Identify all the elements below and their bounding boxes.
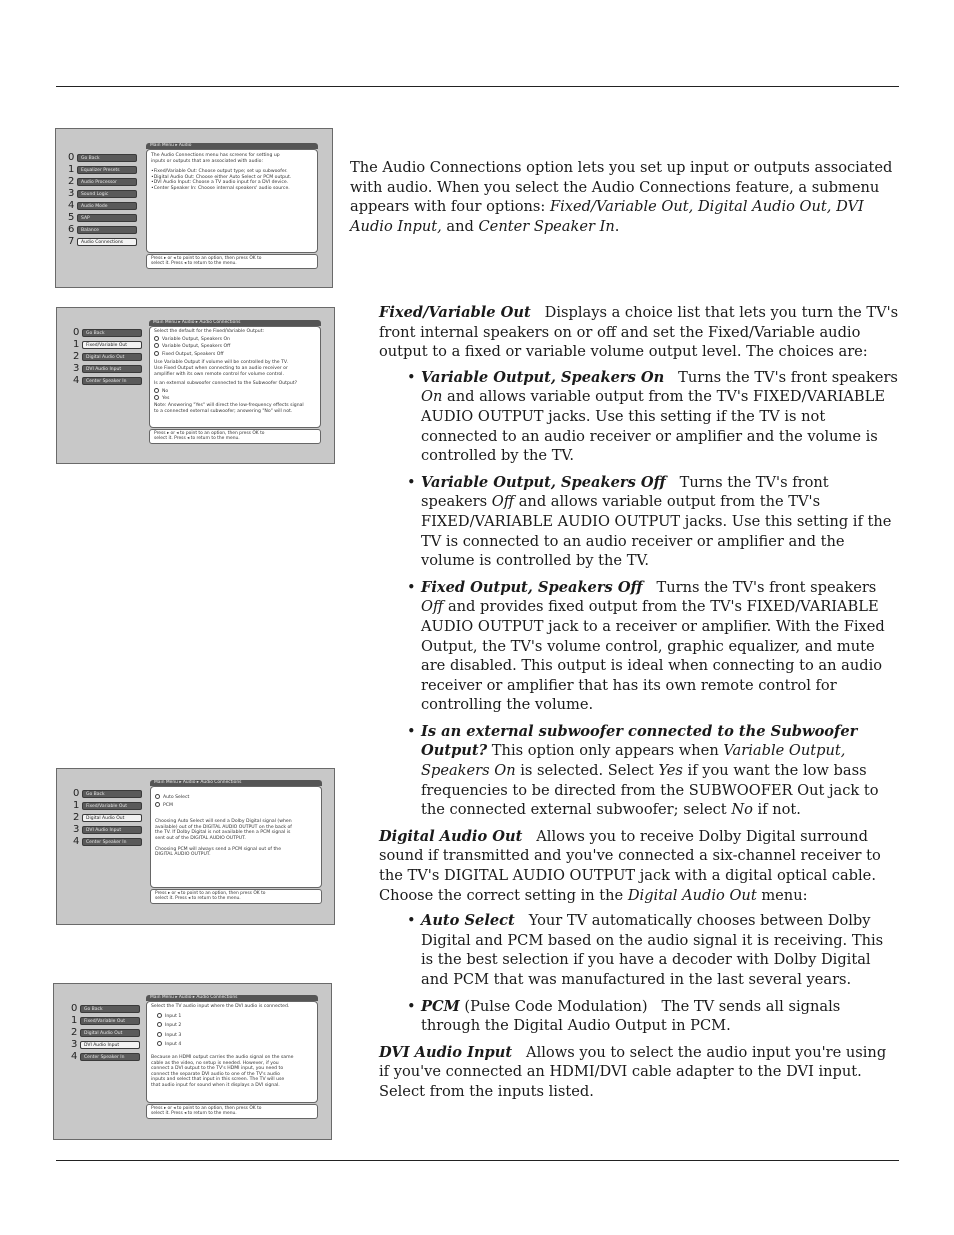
option-input-4[interactable]: Input 4 — [151, 1041, 313, 1048]
screenshot-audio-menu: 0 Go Back 1 Equalizer Presets 2 Audio Processor 3 Sound Logic 4 Audio Mode 5 SAP 6 Balance 7 Audio Connections Main Menu ▸ Audio The Audio Connections menu has screens for setting up inputs or outputs that are associated with audio: •Fixed/Variable Out: Choose output type; set up subwoofer. •Digital Audio Out: Choose either Auto Select or PCM output. •DVI Audio Input: Choose a TV audio input for a DVI device. •Center Speaker In: Choose internal speakers' audio source. Press ▸ or ◂ to point to an option, then press OK to select it. Press ◂ to return to the menu. — [55, 128, 333, 288]
fixed-variable-choices — [379, 368, 899, 820]
choice-fixed-off: • Fixed Output, Speakers Off Turns the TV's front speakers Off and provides fixed output from the TV's FIXED/VARIABLE AUDIO OUTPUT jack to a receiver or amplifier. With the Fixed Output, the TV's volume control, graphic equalizer, and mute are disabled. This output is ideal when connecting to an audio receiver or amplifier that has its own remote control for controlling the volume. — [421, 578, 899, 715]
radio-icon — [154, 388, 159, 393]
radio-icon — [157, 1013, 162, 1018]
options-pane: Select the default for the Fixed/Variable Output: Variable Output, Speakers On Variable Output, Speakers Off Fixed Output, Speakers Off Use Variable Output if volume will be controlled by the TV. Use Fixed Output when connecting to an audio receiver or amplifier with its own remote control for volume control. Is an external subwoofer connected to the Subwoofer Output? No Yes Note: Answering "Yes" will direct the low-frequency effects signal to a connected external subwoofer; answering "No" will not. — [149, 326, 321, 428]
option-auto-select[interactable]: Auto Select — [155, 794, 317, 801]
option-input-3[interactable]: Input 3 — [151, 1032, 313, 1039]
breadcrumb: Main Menu ▸ Audio ▸ Audio Connections — [149, 320, 321, 326]
option-pcm[interactable]: PCM — [155, 802, 317, 809]
breadcrumb: Main Menu ▸ Audio — [146, 143, 318, 149]
breadcrumb: Main Menu ▸ Audio ▸ Audio Connections — [146, 995, 318, 1001]
option-variable-on[interactable]: Variable Output, Speakers On — [154, 336, 316, 343]
radio-icon — [154, 395, 159, 400]
help-footer: Press ▸ or ◂ to point to an option, then press OK to select it. Press ◂ to return to the menu. — [149, 429, 321, 444]
digital-audio-paragraph: Digital Audio Out Allows you to receive Dolby Digital surround sound if transmitted and you've connected a six-channel receiver to the TV's DIGITAL AUDIO OUTPUT jack with a digital optical cable. Choose the correct setting in the Digital Audio Out menu: — [379, 827, 881, 904]
choice-variable-on: • Variable Output, Speakers On Turns the TV's front speakers On and allows variable output from the TV's FIXED/VARIABLE AUDIO OUTPUT jacks. Use this setting if the TV is not connected to an audio receiver or amplifier and the volume is controlled by the TV. — [421, 368, 899, 466]
choice-auto-select: • Auto Select Your TV automatically chooses between Dolby Digital and PCM based on the audio signal it is receiving. This is the best selection if you have a decoder with Dolby Digital and PCM that was manufactured in the last several years. — [421, 911, 899, 989]
radio-icon — [154, 351, 159, 356]
option-input-2[interactable]: Input 2 — [151, 1022, 313, 1029]
screenshot-dvi-audio: 0 Go Back 1 Fixed/Variable Out 2 Digital Audio Out 3 DVI Audio Input 4 Center Speaker In Main Menu ▸ Audio ▸ Audio Connections Select the TV audio input where the DVI audio is connected. Input 1 Input 2 Input 3 Input 4 Because an HDMI output carries the audio signal on the same cable as the video, no setup is needed. However, if you connect a DVI output to the TV's HDMI input, you need to connect the separate DVI audio to one of the TV's audio inputs and select that input in this screen. The TV will use that audio input for sound when it displays a DVI signal. Press ▸ or ◂ to point to an option, then press OK to select it. Press ◂ to return to the menu. — [53, 983, 332, 1140]
radio-icon — [154, 336, 159, 341]
dvi-audio-paragraph: DVI Audio Input Allows you to select the audio input you're using if you've connected an HDMI/DVI cable adapter to the DVI input. Select from the inputs listed. — [379, 1043, 887, 1100]
choice-variable-off: • Variable Output, Speakers Off Turns the TV's front speakers Off and allows variable output from the TV's FIXED/VARIABLE AUDIO OUTPUT jacks. Use this setting if the TV is connected to an audio receiver or amplifier and the volume is controlled by the TV. — [421, 473, 899, 571]
screenshot-fixed-variable: 0 Go Back 1 Fixed/Variable Out 2 Digital Audio Out 3 DVI Audio Input 4 Center Speaker In Main Menu ▸ Audio ▸ Audio Connections Select the default for the Fixed/Variable Output: Variable Output, Speakers On Variable Output, Speakers Off Fixed Output, Speakers Off Use Variable Output if volume will be controlled by the TV. Use Fixed Output when connecting to an audio receiver or amplifier with its own remote control for volume control. Is an external subwoofer connected to the Subwoofer Output? No Yes Note: Answering "Yes" will direct the low-frequency effects signal to a connected external subwoofer; answering "No" will not. Press ▸ or ◂ to point to an option, then press OK to select it. Press ◂ to return to the menu. — [56, 307, 335, 464]
fixed-variable-paragraph: Fixed/Variable Out Displays a choice list that lets you turn the TV's front internal speakers on or off and set the Fixed/Variable audio output to a fixed or variable volume output level. The choices are: — [379, 304, 899, 361]
options-pane: Auto Select PCM Choosing Auto Select will send a Dolby Digital signal (when available) out of the DIGITAL AUDIO OUTPUT on the back of the TV. If Dolby Digital is not available then a PCM signal is sent out of the DIGITAL AUDIO OUTPUT. Choosing PCM will always send a PCM signal out of the DIGITAL AUDIO OUTPUT. — [150, 786, 322, 888]
help-footer: Press ▸ or ◂ to point to an option, then press OK to select it. Press ◂ to return to the menu. — [146, 254, 318, 269]
top-rule — [56, 86, 899, 87]
screenshot-digital-audio: 0 Go Back 1 Fixed/Variable Out 2 Digital Audio Out 3 DVI Audio Input 4 Center Speaker In Main Menu ▸ Audio ▸ Audio Connections Auto Select PCM Choosing Auto Select will send a Dolby Digital signal (when available) out of the DIGITAL AUDIO OUTPUT on the back of the TV. If Dolby Digital is not available then a PCM signal is sent out of the DIGITAL AUDIO OUTPUT. Choosing PCM will always send a PCM signal out of the DIGITAL AUDIO OUTPUT. Press ▸ or ◂ to point to an option, then press OK to select it. Press ◂ to return to the menu. — [56, 768, 335, 925]
radio-icon — [157, 1032, 162, 1037]
option-fixed-off[interactable]: Fixed Output, Speakers Off — [154, 351, 316, 358]
options-description — [379, 303, 899, 1102]
options-pane: Select the TV audio input where the DVI audio is connected. Input 1 Input 2 Input 3 Input 4 Because an HDMI output carries the audio signal on the same cable as the video, no setup is needed. However, if you connect a DVI output to the TV's HDMI input, you need to connect the separate DVI audio to one of the TV's audio inputs and select that input in this screen. The TV will use that audio input for sound when it displays a DVI signal. — [146, 1001, 318, 1103]
radio-icon — [155, 794, 160, 799]
option-yes[interactable]: Yes — [154, 395, 316, 402]
info-pane: The Audio Connections menu has screens for setting up inputs or outputs that are associated with audio: •Fixed/Variable Out: Choose output type; set up subwoofer. •Digital Audio Out: Choose either Auto Select or PCM output. •DVI Audio Input: Choose a TV audio input for a DVI device. •Center Speaker In: Choose internal speakers' audio source. — [146, 149, 318, 253]
choice-subwoofer: • Is an external subwoofer connected to the Subwoofer Output? This option only appears when Variable Output, Speakers On is selected. Select Yes if you want the low bass frequencies to be directed from the SUBWOOFER Out jack to the connected external subwoofer; select No if not. — [421, 722, 899, 820]
radio-icon — [155, 802, 160, 807]
radio-icon — [154, 343, 159, 348]
help-footer: Press ▸ or ◂ to point to an option, then press OK to select it. Press ◂ to return to the menu. — [150, 889, 322, 904]
option-no[interactable]: No — [154, 388, 316, 395]
breadcrumb: Main Menu ▸ Audio ▸ Audio Connections — [150, 780, 322, 786]
option-input-1[interactable]: Input 1 — [151, 1013, 313, 1020]
radio-icon — [157, 1022, 162, 1027]
option-variable-off[interactable]: Variable Output, Speakers Off — [154, 343, 316, 350]
intro-paragraph: The Audio Connections option lets you set up input or outputs associated with audio. When you select the Audio Connections feature, a submenu appears with four options: Fixed/Variable Out, Digital Audio Out, DVI Audio Input, and Center Speaker In. — [350, 159, 893, 235]
radio-icon — [157, 1041, 162, 1046]
choice-pcm: • PCM (Pulse Code Modulation) The TV sends all signals through the Digital Audio Output in PCM. — [421, 997, 899, 1036]
bottom-rule — [56, 1160, 899, 1161]
digital-audio-choices — [379, 911, 899, 1036]
help-footer: Press ▸ or ◂ to point to an option, then press OK to select it. Press ◂ to return to the menu. — [146, 1104, 318, 1119]
